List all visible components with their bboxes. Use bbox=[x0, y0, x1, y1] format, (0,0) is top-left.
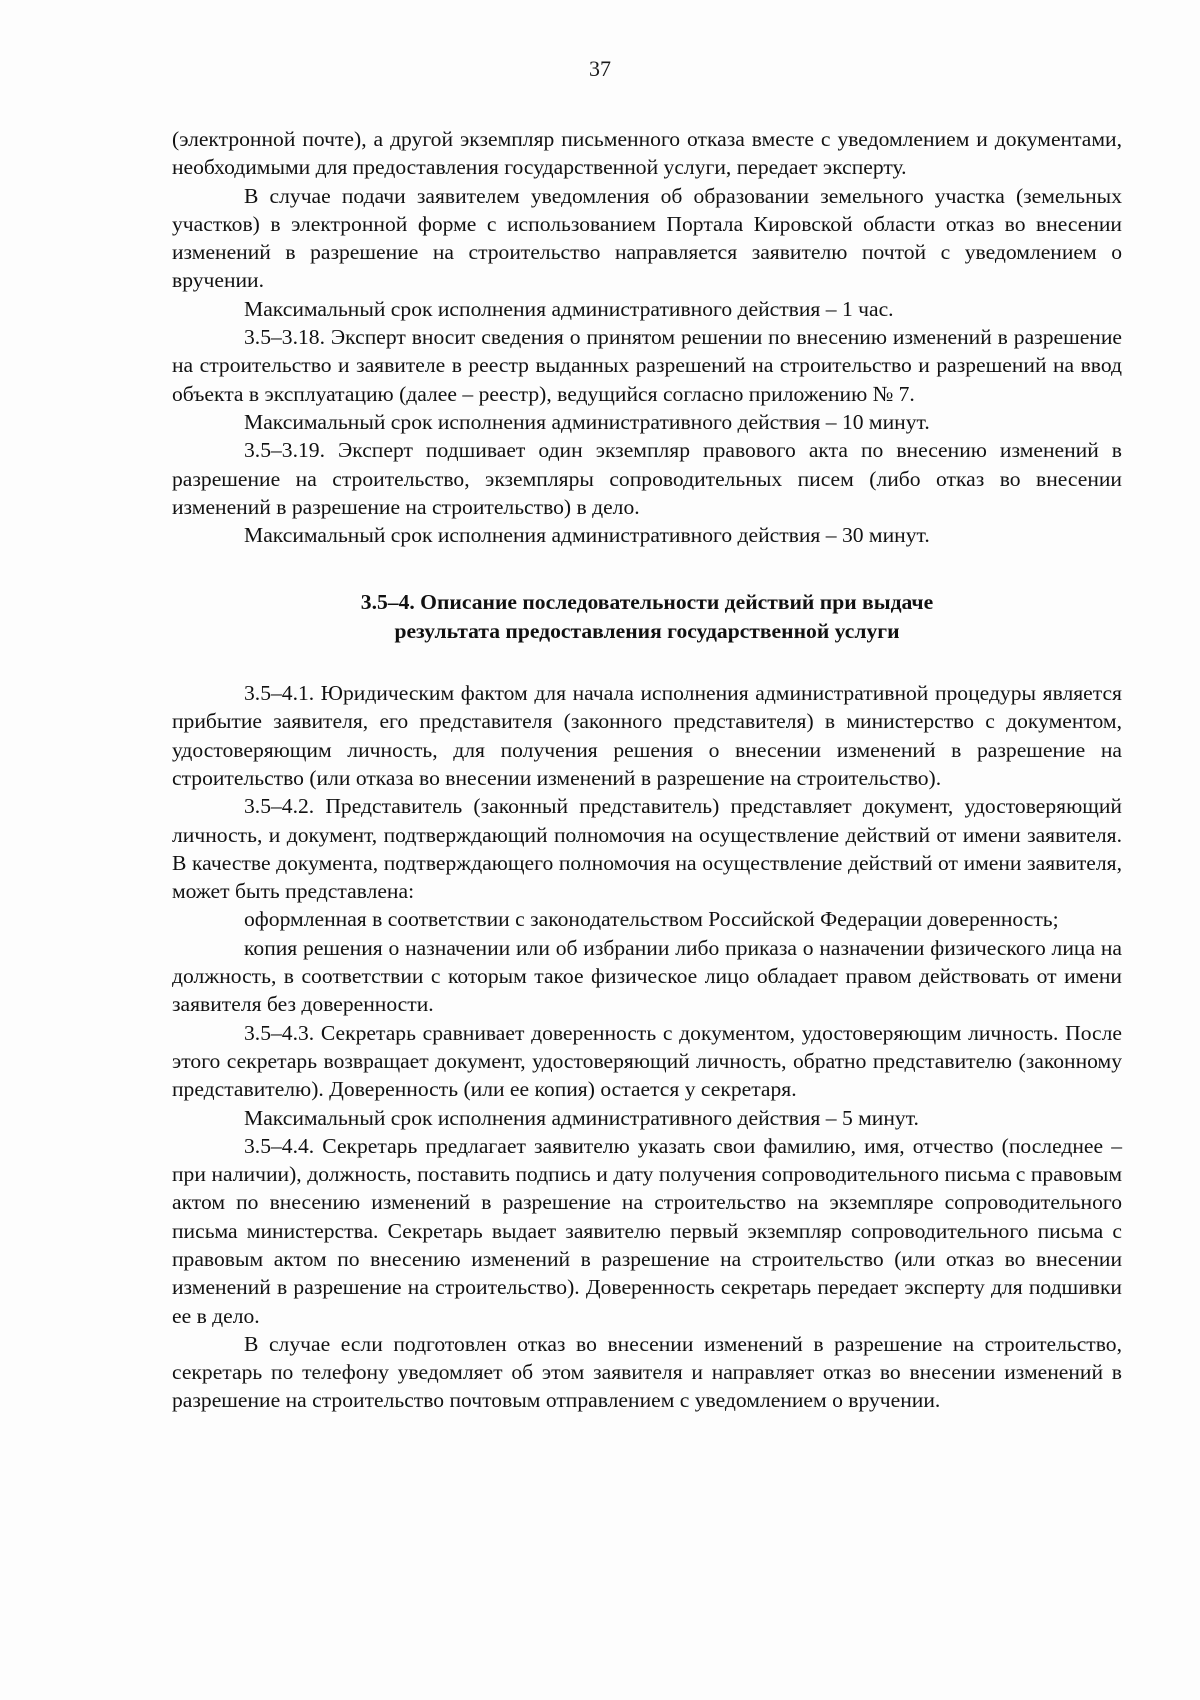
paragraph: 3.5–4.1. Юридическим фактом для начала исполнения административной процедуры является прибытие заявителя, его представителя (законного представителя) в министерство с документом, удостоверяющим личность, для получения решения о внесении изменений в разрешение на строительство (или отказа во внесении изменений в разрешение на строительство). bbox=[172, 681, 1122, 790]
paragraphs-top bbox=[172, 125, 1122, 549]
document-body bbox=[172, 125, 1122, 1415]
paragraph: Максимальный срок исполнения административного действия – 5 минут. bbox=[244, 1105, 919, 1130]
paragraph: 3.5–4.4. Секретарь предлагает заявителю указать свои фамилию, имя, отчество (последнее – при наличии), должность, поставить подпись и дату получения сопроводительного письма с правовым актом по внесению изменений в разрешение на строительство на экземпляре сопроводительного письма министерства. Секретарь выдает заявителю первый экземпляр сопроводительного письма с правовым актом по внесению изменений в разрешение на строительство (или отказ во внесении изменений в разрешение на строительство). Доверенность секретарь передает эксперту для подшивки ее в дело. bbox=[172, 1133, 1122, 1328]
paragraph: оформленная в соответствии с законодательством Российской Федерации доверенность; bbox=[244, 907, 1059, 932]
section-heading-line-2: результата предоставления государственной услуги bbox=[394, 618, 900, 643]
paragraph: Максимальный срок исполнения административного действия – 10 минут. bbox=[244, 409, 930, 434]
paragraph: В случае подачи заявителем уведомления об образовании земельного участка (земельных участков) в электронной форме с использованием Портала Кировской области отказ во внесении изменений в разрешение на строительство направляется заявителю почтой с уведомлением о вручении. bbox=[172, 183, 1122, 293]
section-heading-line-1: 3.5–4. Описание последовательности действий при выдаче bbox=[360, 590, 934, 615]
paragraph: Максимальный срок исполнения административного действия – 1 час. bbox=[244, 296, 894, 321]
paragraph: Максимальный срок исполнения административного действия – 30 минут. bbox=[244, 523, 930, 548]
paragraph: 3.5–3.18. Эксперт вносит сведения о принятом решении по внесению изменений в разрешение на строительство и заявителе в реестр выданных разрешений на строительство и разрешений на ввод объекта в эксплуатацию (далее – реестр), ведущийся согласно приложению № 7. bbox=[172, 325, 1122, 406]
paragraph: 3.5–3.19. Эксперт подшивает один экземпляр правового акта по внесению изменений в разрешение на строительство, экземпляры сопроводительных писем (либо отказ во внесении изменений в разрешение на строительство) в дело. bbox=[172, 438, 1122, 519]
paragraph: 3.5–4.2. Представитель (законный представитель) представляет документ, удостоверяющий личность, и документ, подтверждающий полномочия на осуществление действий от имени заявителя. В качестве документа, подтверждающего полномочия на осуществление действий от имени заявителя, может быть представлена: bbox=[172, 794, 1122, 904]
paragraph: копия решения о назначении или об избрании либо приказа о назначении физического лица на должность, в соответствии с которым такое физическое лицо обладает правом действовать от имени заявителя без доверенности. bbox=[172, 935, 1122, 1017]
paragraphs-bottom bbox=[172, 679, 1122, 1415]
paragraph: 3.5–4.3. Секретарь сравнивает доверенность с документом, удостоверяющим личность. После этого секретарь возвращает документ, удостоверяющий личность, обратно представителю (законному представителю). Доверенность (или ее копия) остается у секретаря. bbox=[172, 1020, 1122, 1102]
page-number: 37 bbox=[589, 56, 611, 81]
paragraph: (электронной почте), а другой экземпляр письменного отказа вместе с уведомлением и документами, необходимыми для предоставления государственной услуги, передает эксперту. bbox=[172, 127, 1122, 180]
paragraph: В случае если подготовлен отказ во внесении изменений в разрешение на строительство, секретарь по телефону уведомляет об этом заявителя и направляет отказ во внесении изменений в разрешение на строительство почтовым отправлением с уведомлением о вручении. bbox=[172, 1331, 1122, 1413]
section-heading bbox=[172, 588, 1122, 645]
